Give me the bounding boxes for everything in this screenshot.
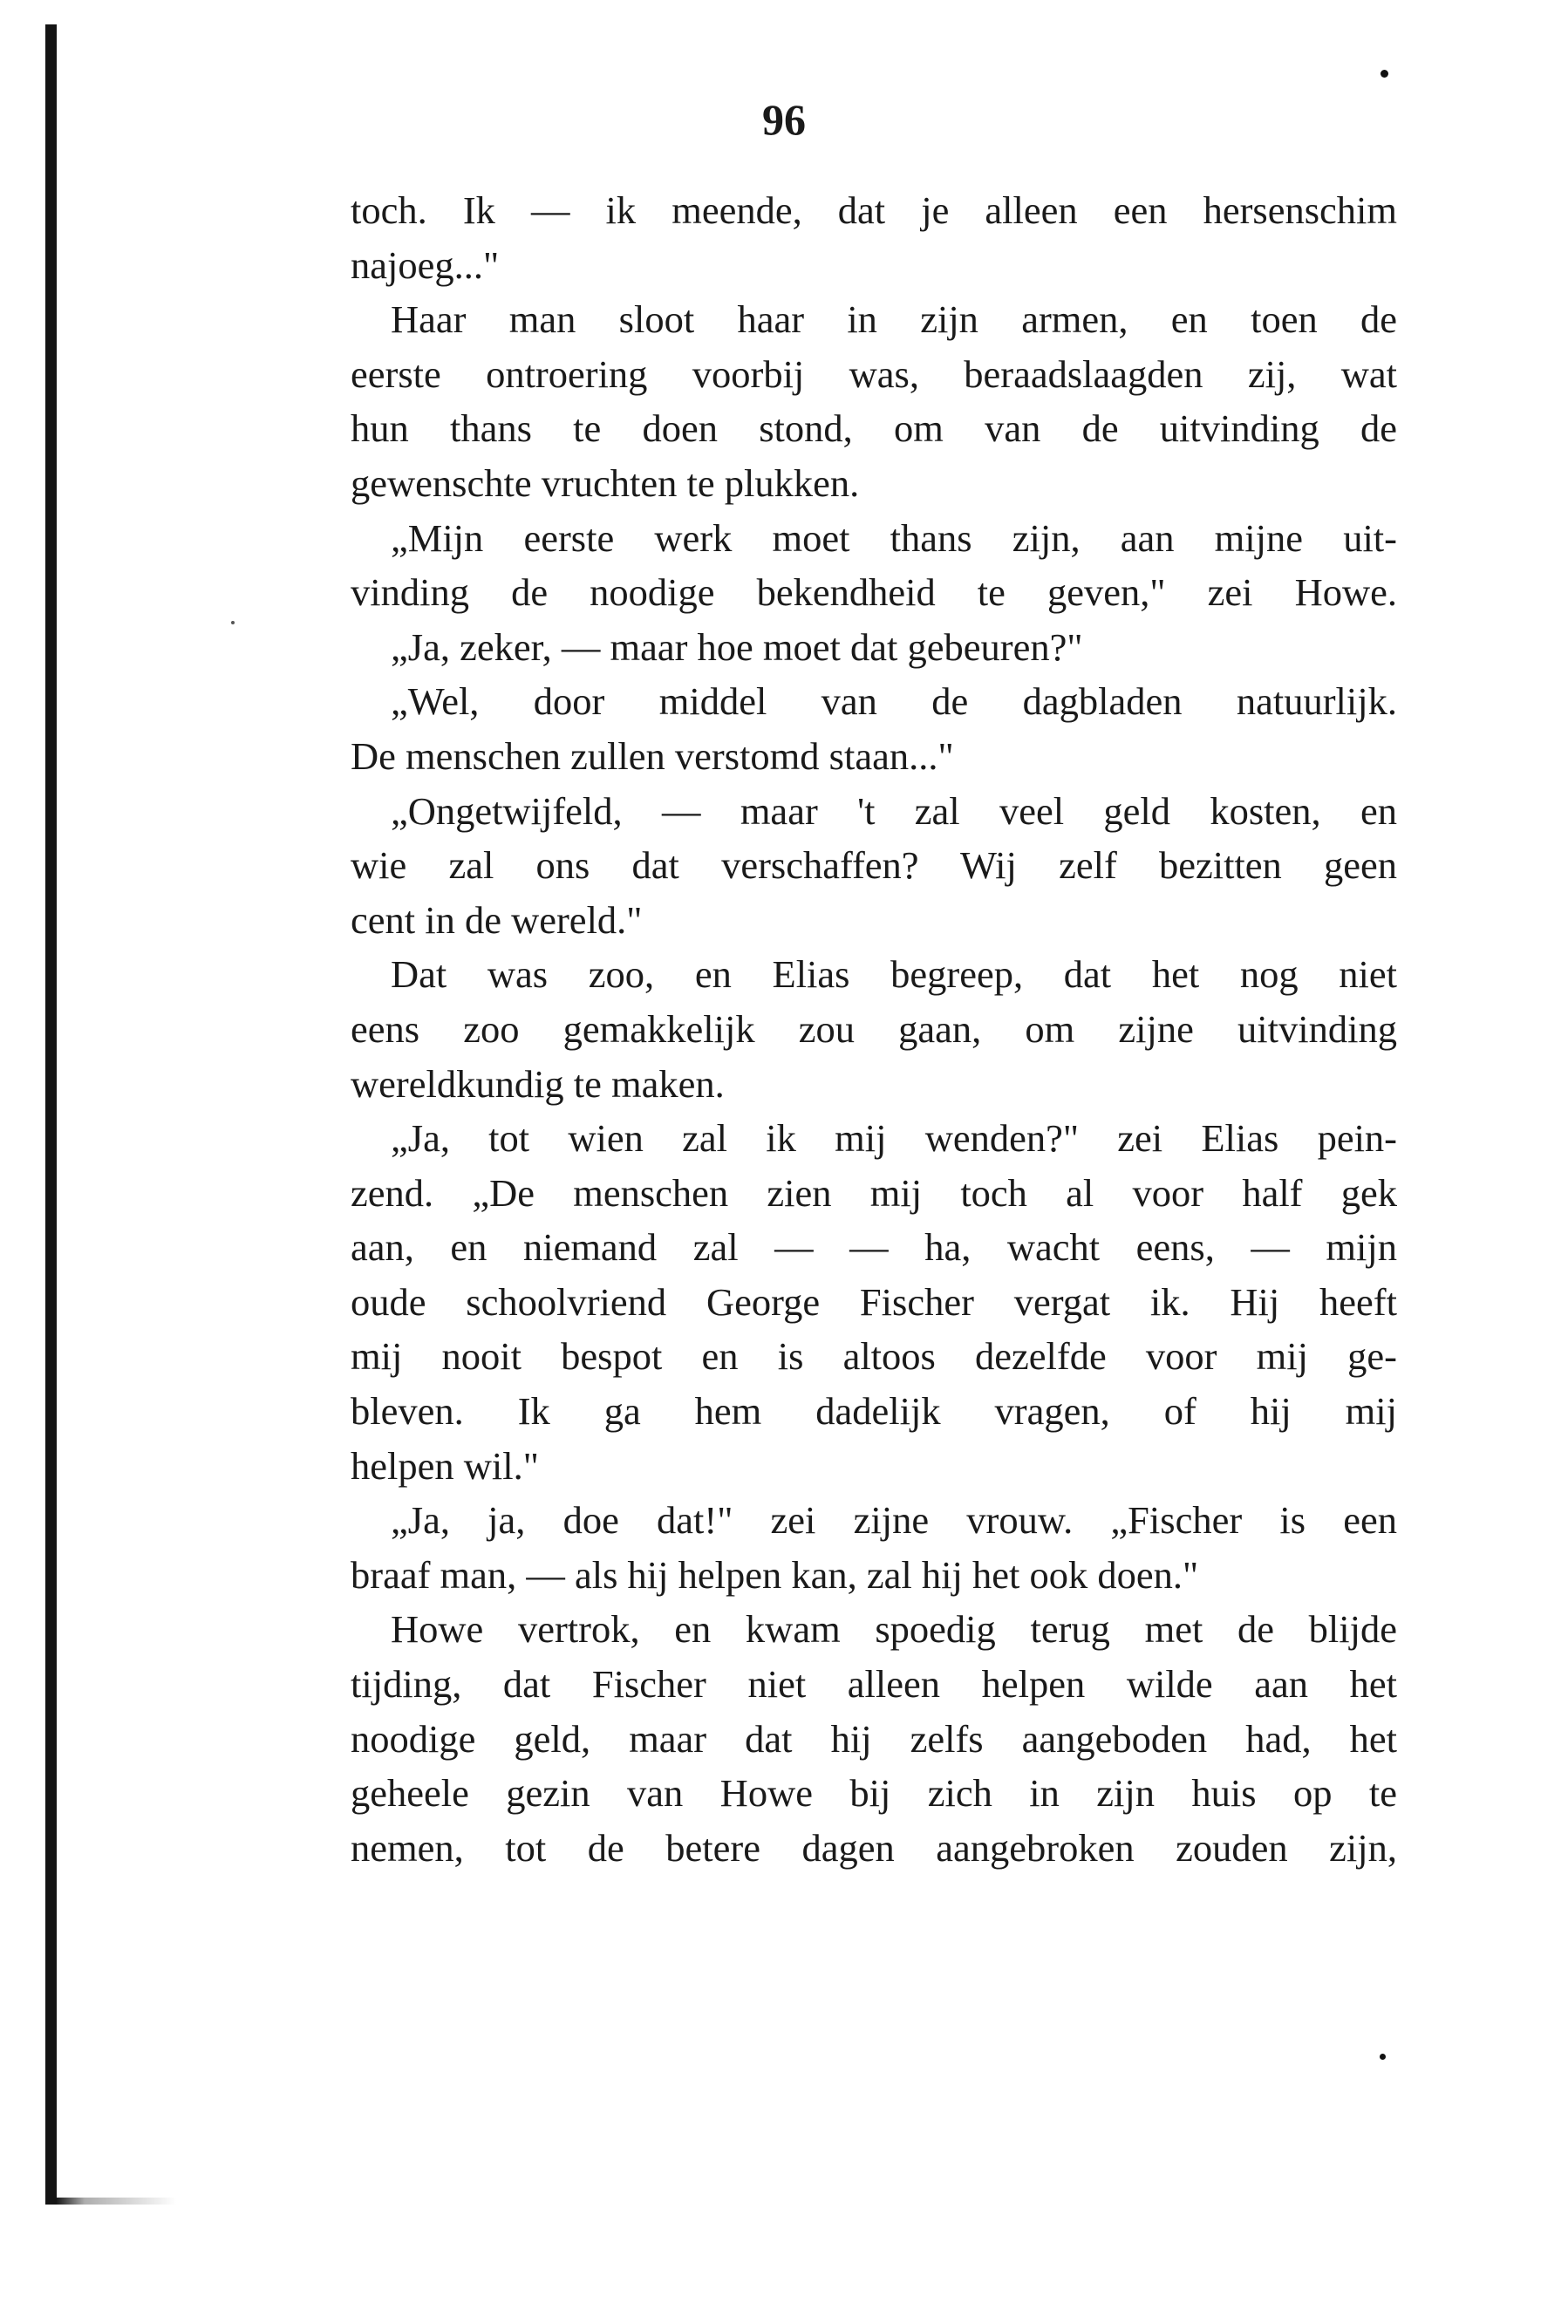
- ink-speck: [231, 621, 235, 624]
- ink-speck: [1381, 70, 1388, 78]
- text-line: tijding, dat Fischer niet alleen helpen wilde aan het: [351, 1662, 1397, 1707]
- scan-edge-smudge: [45, 2198, 176, 2205]
- text-line: toch. Ik — ik meende, dat je alleen een hersenschim: [351, 188, 1397, 232]
- scan-binding-edge: [45, 24, 57, 2205]
- text-line: vinding de noodige bekendheid te geven," zei Howe.: [351, 570, 1397, 615]
- text-line: cent in de wereld.": [351, 897, 643, 942]
- text-line: oude schoolvriend George Fischer vergat ik. Hij heeft: [351, 1279, 1397, 1324]
- text-line: wie zal ons dat verschaffen? Wij zelf bezitten geen: [351, 843, 1397, 888]
- text-line: bleven. Ik ga hem dadelijk vragen, of hij mij: [351, 1389, 1397, 1434]
- text-line: helpen wil.": [351, 1443, 539, 1488]
- page-number: 96: [762, 95, 806, 144]
- text-line: zend. „De menschen zien mij toch al voor half gek: [351, 1170, 1397, 1215]
- text-line: „Ja, ja, doe dat!" zei zijne vrouw. „Fischer is een: [391, 1498, 1397, 1543]
- text-line: braaf man, — als hij helpen kan, zal hij het ook doen.": [351, 1552, 1199, 1597]
- ink-speck: [1380, 2054, 1386, 2060]
- body-text: [351, 183, 1397, 1875]
- text-line: nemen, tot de betere dagen aangebroken zouden zijn,: [351, 1825, 1397, 1870]
- text-line: wereldkundig te maken.: [351, 1061, 725, 1106]
- text-line: „Wel, door middel van de dagbladen natuurlijk.: [391, 679, 1397, 724]
- text-line: „Ja, zeker, — maar hoe moet dat gebeuren?": [391, 624, 1083, 669]
- text-line: mij nooit bespot en is altoos dezelfde voor mij ge-: [351, 1334, 1397, 1379]
- text-line: gewenschte vruchten te plukken.: [351, 460, 860, 505]
- text-line: Dat was zoo, en Elias begreep, dat het nog niet: [391, 952, 1397, 997]
- text-line: Howe vertrok, en kwam spoedig terug met de blijde: [391, 1607, 1397, 1652]
- text-line: „Ja, tot wien zal ik mij wenden?" zei Elias pein-: [391, 1116, 1397, 1161]
- text-line: „Mijn eerste werk moet thans zijn, aan mijne uit-: [391, 515, 1397, 560]
- text-line: najoeg...": [351, 242, 500, 287]
- text-line: eerste ontroering voorbij was, beraadslaagden zij, wat: [351, 351, 1397, 396]
- text-line: noodige geld, maar dat hij zelfs aangeboden had, het: [351, 1716, 1397, 1761]
- text-line: „Ongetwijfeld, — maar 't zal veel geld kosten, en: [391, 788, 1397, 833]
- text-line: De menschen zullen verstomd staan...": [351, 733, 954, 778]
- text-line: eens zoo gemakkelijk zou gaan, om zijne uitvinding: [351, 1006, 1397, 1051]
- text-line: hun thans te doen stond, om van de uitvinding de: [351, 406, 1397, 451]
- text-line: geheele gezin van Howe bij zich in zijn huis op te: [351, 1771, 1397, 1816]
- text-line: aan, en niemand zal — — ha, wacht eens, — mijn: [351, 1225, 1397, 1270]
- text-line: Haar man sloot haar in zijn armen, en toen de: [391, 297, 1397, 342]
